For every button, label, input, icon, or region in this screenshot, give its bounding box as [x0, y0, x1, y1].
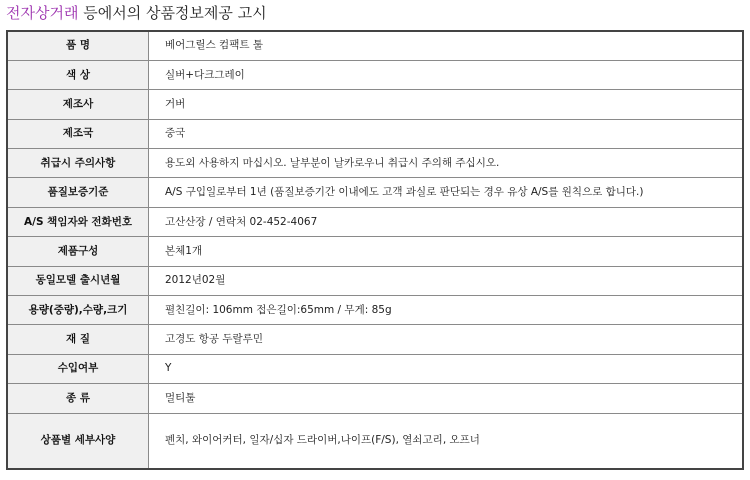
table-row	[7, 325, 743, 354]
row-value: 베어그릴스 컴팩트 툴	[149, 31, 744, 60]
table-row	[7, 90, 743, 119]
row-value: 2012년02월	[149, 266, 744, 295]
row-label: 품 명	[7, 31, 149, 60]
row-value: Y	[149, 354, 744, 383]
row-label: 용량(중량),수량,크기	[7, 296, 149, 325]
product-info-table	[6, 30, 744, 470]
row-value: 멀티툴	[149, 384, 744, 413]
row-label: 품질보증기준	[7, 178, 149, 207]
row-value: 고산산장 / 연락처 02-452-4067	[149, 207, 744, 236]
row-value: 펜치, 와이어커터, 일자/십자 드라이버,나이프(F/S), 열쇠고리, 오프너	[149, 413, 744, 469]
row-value: 펼친길이: 106mm 접은길이:65mm / 무게: 85g	[149, 296, 744, 325]
row-label: 재 질	[7, 325, 149, 354]
table-row	[7, 354, 743, 383]
table-row	[7, 31, 743, 60]
row-label: 상품별 세부사양	[7, 413, 149, 469]
row-value: 본체1개	[149, 237, 744, 266]
table-row	[7, 237, 743, 266]
page-title-accent: 전자상거래	[6, 4, 79, 22]
table-row	[7, 60, 743, 89]
table-row	[7, 119, 743, 148]
row-label: 수입여부	[7, 354, 149, 383]
table-row	[7, 384, 743, 413]
row-value: 거버	[149, 90, 744, 119]
row-value: A/S 구입일로부터 1년 (품질보증기간 이내에도 고객 과실로 판단되는 경우 유상 A/S를 원칙으로 합니다.)	[149, 178, 744, 207]
row-value: 용도외 사용하지 마십시오. 날부분이 날카로우니 취급시 주의해 주십시오.	[149, 149, 744, 178]
row-label: 동일모델 출시년월	[7, 266, 149, 295]
row-label: 종 류	[7, 384, 149, 413]
row-label: 색 상	[7, 60, 149, 89]
row-value: 실버+다크그레이	[149, 60, 744, 89]
row-value: 고경도 항공 두랄루민	[149, 325, 744, 354]
table-row	[7, 266, 743, 295]
page-title-rest: 등에서의 상품정보제공 고시	[78, 4, 267, 22]
row-label: 제품구성	[7, 237, 149, 266]
row-label: 취급시 주의사항	[7, 149, 149, 178]
table-row	[7, 413, 743, 469]
table-row	[7, 296, 743, 325]
row-label: 제조국	[7, 119, 149, 148]
row-label: A/S 책임자와 전화번호	[7, 207, 149, 236]
table-row	[7, 178, 743, 207]
row-label: 제조사	[7, 90, 149, 119]
table-row	[7, 207, 743, 236]
table-row	[7, 149, 743, 178]
page-title	[6, 3, 267, 23]
row-value: 중국	[149, 119, 744, 148]
